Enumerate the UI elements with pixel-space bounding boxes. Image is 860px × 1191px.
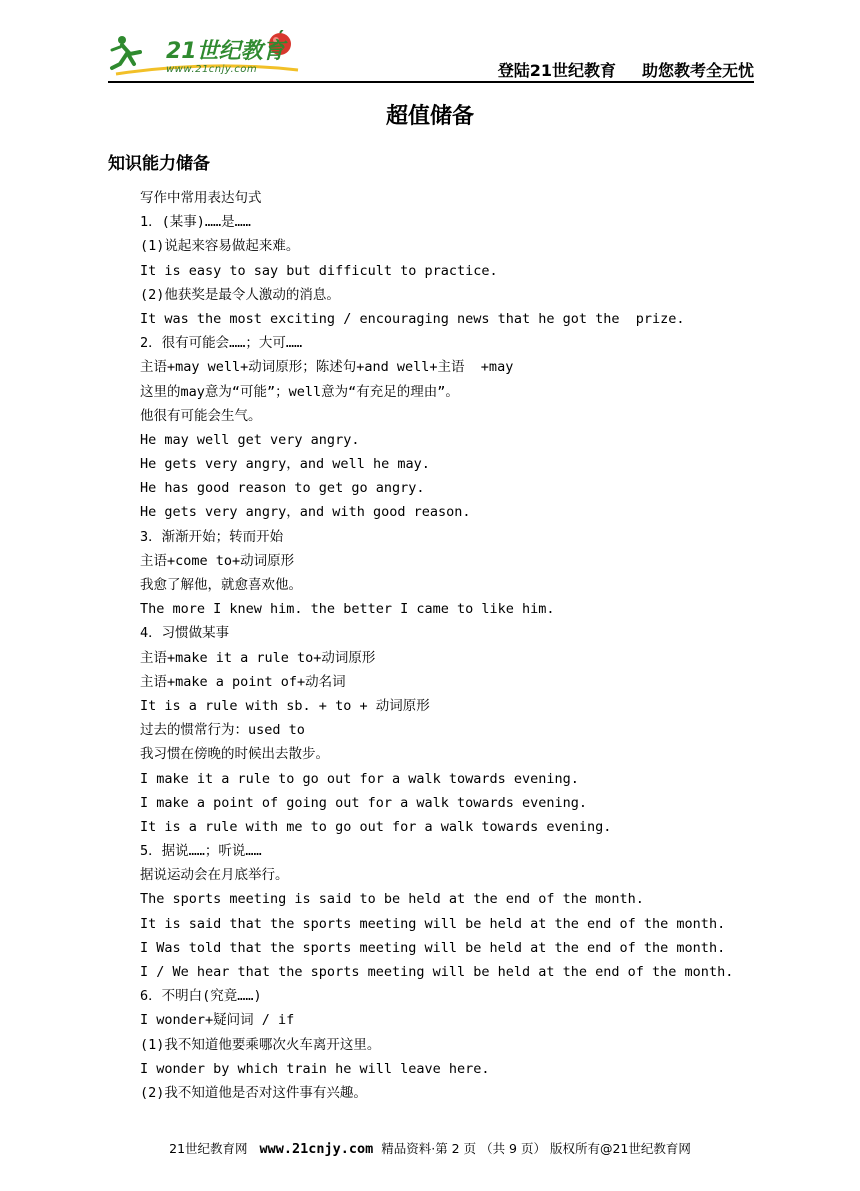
text-line: I make it a rule to go out for a walk towards evening. xyxy=(140,770,579,787)
text-line: 主语+may well+动词原形；陈述句+and well+主语 +may xyxy=(140,359,514,376)
text-line: He gets very angry，and well he may. xyxy=(140,456,430,473)
text-line: He may well get very angry. xyxy=(140,431,360,448)
text-line: 6．不明白(究竟……) xyxy=(140,988,262,1005)
logo-text: 21世纪教育 xyxy=(166,39,285,64)
text-line: 1．(某事)……是…… xyxy=(140,214,251,231)
text-line: 主语+come to+动词原形 xyxy=(140,552,295,569)
text-line: The sports meeting is said to be held at the end of the month. xyxy=(140,891,644,908)
text-line: (2)我不知道他是否对这件事有兴趣。 xyxy=(140,1084,367,1101)
text-line: It was the most exciting / encouraging news that he got the prize. xyxy=(140,310,685,327)
text-line: 2．很有可能会……；大可…… xyxy=(140,335,303,352)
text-line: I / We hear that the sports meeting will be held at the end of the month. xyxy=(140,964,734,980)
text-line: 这里的may意为“可能”；well意为“有充足的理由”。 xyxy=(140,383,459,400)
text-line: 4．习惯做某事 xyxy=(140,625,230,642)
logo-url: www.21cnjy.com xyxy=(166,64,258,75)
text-line: The more I knew him. the better I came to like him. xyxy=(140,601,555,618)
page-footer xyxy=(0,1139,860,1157)
text-line: 3．渐渐开始；转而开始 xyxy=(140,528,284,545)
text-line: 主语+make it a rule to+动词原形 xyxy=(140,649,376,666)
text-line: I Was told that the sports meeting will be held at the end of the month. xyxy=(140,939,726,956)
text-line: It is a rule with sb. + to + 动词原形 xyxy=(140,697,430,714)
text-line: 过去的惯常行为：used to xyxy=(140,722,305,739)
document-body xyxy=(140,186,740,1105)
text-line: He gets very angry，and with good reason. xyxy=(140,504,471,521)
text-line: 5．据说……；听说…… xyxy=(140,843,262,860)
text-line: 据说运动会在月底举行。 xyxy=(140,867,289,884)
text-line: 我习惯在傍晚的时候出去散步。 xyxy=(140,746,329,763)
text-line: (1)说起来容易做起来难。 xyxy=(140,238,300,255)
text-line: 我愈了解他，就愈喜欢他。 xyxy=(140,577,302,593)
text-line: 主语+make a point of+动名词 xyxy=(140,673,346,690)
header-slogan xyxy=(498,58,754,81)
text-line: 他很有可能会生气。 xyxy=(140,407,262,424)
section-title: 知识能力储备 xyxy=(108,154,210,174)
text-line: He has good reason to get go angry. xyxy=(140,480,425,497)
page-header xyxy=(108,28,754,82)
text-line: It is said that the sports meeting will be held at the end of the month. xyxy=(140,915,726,932)
footer-url: www.21cnjy.com xyxy=(259,1141,374,1157)
slogan-right: 助您教考全无忧 xyxy=(641,61,754,80)
text-line: I make a point of going out for a walk towards evening. xyxy=(140,794,588,811)
text-line: It is a rule with me to go out for a walk towards evening. xyxy=(140,818,612,835)
footer-site-name: 21世纪教育网 xyxy=(169,1141,248,1156)
header-divider xyxy=(108,81,754,83)
site-logo xyxy=(108,30,308,80)
text-line: I wonder+疑问词 / if xyxy=(140,1012,295,1029)
text-line: I wonder by which train he will leave here. xyxy=(140,1060,490,1077)
text-line: (1)我不知道他要乘哪次火车离开这里。 xyxy=(140,1036,381,1053)
footer-page-info: 精品资料·第 2 页 （共 9 页） 版权所有@21世纪教育网 xyxy=(381,1141,691,1156)
page-title: 超值储备 xyxy=(385,104,474,129)
slogan-left: 登陆21世纪教育 xyxy=(497,61,616,80)
text-line: (2)他获奖是最令人激动的消息。 xyxy=(140,286,340,303)
text-line: 写作中常用表达句式 xyxy=(140,190,262,206)
text-line: It is easy to say but difficult to practice. xyxy=(140,262,498,279)
